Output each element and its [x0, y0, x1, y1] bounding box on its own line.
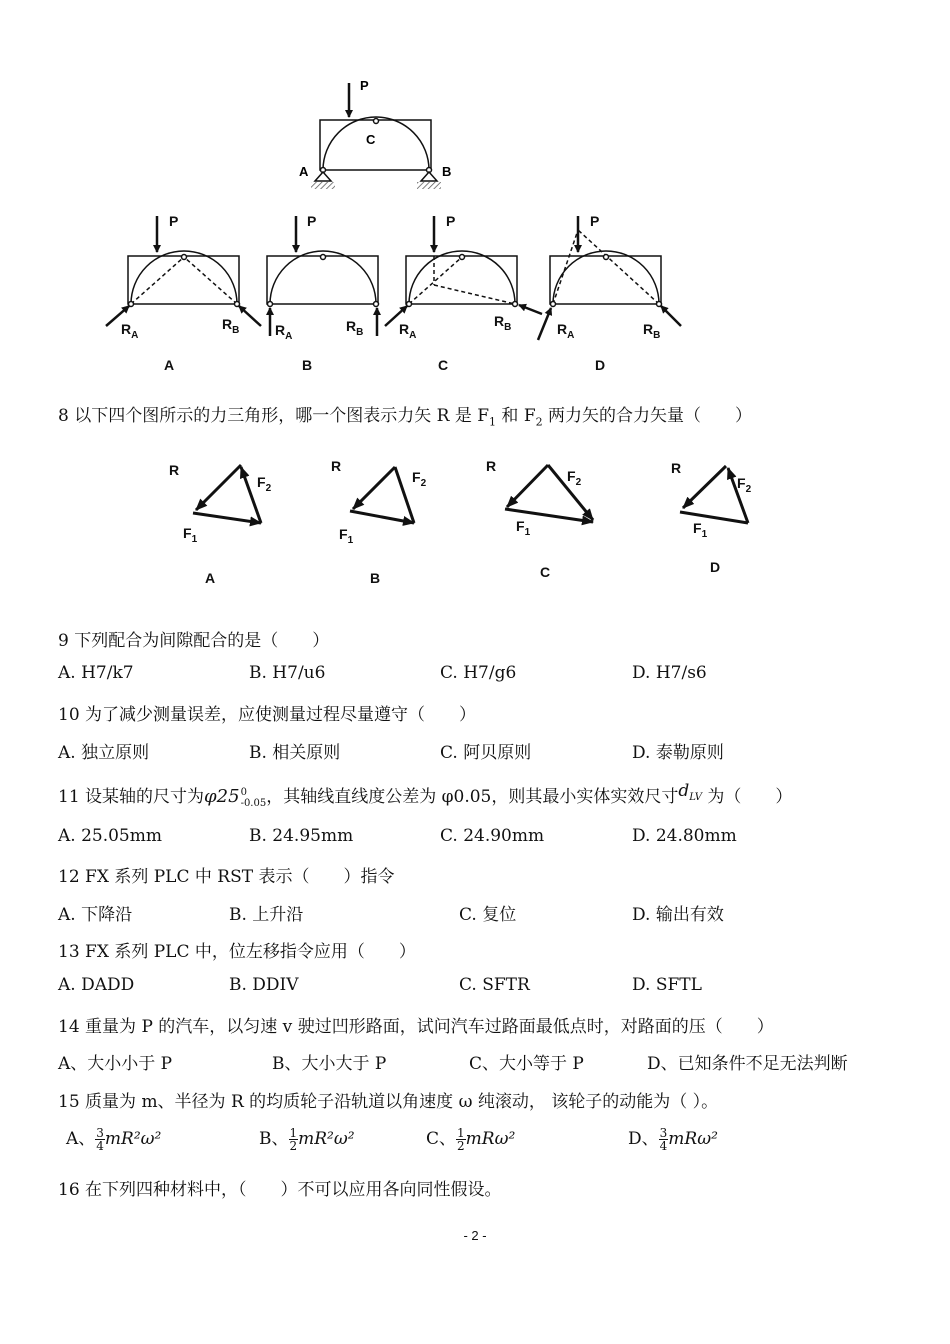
q9-option-d: D. H7/s6	[632, 663, 707, 683]
opt-b-ra: $R_A$	[275, 322, 293, 342]
opt-c-rb: $R_B$	[494, 313, 512, 333]
q9-option-c: C. H7/g6	[440, 663, 517, 683]
tri-d-f2: $F_2$	[737, 475, 752, 495]
tri-c-f1: $F_1$	[516, 518, 531, 538]
page-number: - 2 -	[463, 1228, 487, 1243]
opt-b-letter: B	[302, 357, 313, 373]
question-14: 14 重量为 P 的汽车，以匀速 v 驶过凹形路面，试问汽车过路面最低点时，对路面的压（ ）	[58, 1017, 774, 1037]
top-label-b: B	[442, 164, 452, 179]
tri-c-f2: $F_2$	[567, 468, 582, 488]
q15-option-a: A、 $\frac{3}{4}$ mR²ω²	[66, 1126, 162, 1153]
opt-c-letter: C	[438, 357, 449, 373]
opt-a-letter: A	[164, 357, 175, 373]
q9-option-b: B. H7/u6	[249, 663, 326, 683]
top-label-a: A	[299, 164, 309, 179]
q14-option-d: D、已知条件不足无法判断	[647, 1054, 848, 1074]
question-8: 8 以下四个图所示的力三角形，哪一个图表示力矢 R 是 $F_1$ 和 $F_2$ 两力矢的合力矢量（ ）	[58, 406, 753, 429]
q15-option-c: C、 $\frac{1}{2}$ mRω²	[426, 1126, 516, 1153]
q12-option-d: D. 输出有效	[632, 905, 724, 925]
arch-option-c	[385, 216, 542, 326]
question-10: 10 为了减少测量误差，应使测量过程尽量遵守（ ）	[58, 705, 477, 725]
q9-option-a: A. H7/k7	[58, 663, 134, 683]
tri-b-letter: B	[370, 570, 381, 586]
q11-option-b: B. 24.95mm	[249, 826, 354, 846]
tri-b-f1: $F_1$	[339, 526, 354, 546]
q15-option-d: D、 $\frac{3}{4}$ mRω²	[628, 1126, 718, 1153]
question-15: 15 质量为 m、半径为 R 的均质轮子沿轨道以角速度 ω 纯滚动， 该轮子的动能为（ ）。	[58, 1092, 719, 1112]
q12-option-c: C. 复位	[459, 905, 517, 925]
top-label-p: P	[360, 78, 369, 93]
question-13: 13 FX 系列 PLC 中，位左移指令应用（ ）	[58, 942, 416, 962]
q13-option-d: D. SFTL	[632, 975, 702, 995]
q10-option-b: B. 相关原则	[249, 743, 341, 763]
top-label-c: C	[366, 132, 376, 147]
tri-d-letter: D	[710, 559, 721, 575]
triangle-b	[350, 467, 414, 523]
force-triangles	[0, 440, 950, 590]
opt-d-letter: D	[595, 357, 606, 373]
q11-option-a: A. 25.05mm	[58, 826, 162, 846]
tri-b-r: R	[331, 458, 342, 474]
q14-option-a: A、大小小于 P	[58, 1054, 173, 1074]
opt-c-p: P	[446, 213, 456, 229]
q11-option-c: C. 24.90mm	[440, 826, 545, 846]
triangle-a	[193, 465, 261, 523]
opt-c-ra: $R_A$	[399, 321, 417, 341]
tri-c-letter: C	[540, 564, 551, 580]
question-12: 12 FX 系列 PLC 中 RST 表示（ ）指令	[58, 867, 395, 887]
tri-a-f1: $F_1$	[183, 525, 198, 545]
arch-figure	[0, 0, 950, 380]
question-16: 16 在下列四种材料中，（ ）不可以应用各向同性假设。	[58, 1180, 502, 1200]
q10-option-c: C. 阿贝原则	[440, 743, 532, 763]
opt-b-rb: $R_B$	[346, 318, 364, 338]
opt-d-p: P	[590, 213, 600, 229]
q14-option-c: C、大小等于 P	[469, 1054, 584, 1074]
opt-a-p: P	[169, 213, 179, 229]
arch-option-a	[106, 216, 261, 326]
q13-option-a: A. DADD	[58, 975, 135, 995]
opt-d-rb: $R_B$	[643, 321, 661, 341]
q15-option-b: B、 $\frac{1}{2}$ mR²ω²	[259, 1126, 355, 1153]
q12-option-b: B. 上升沿	[229, 905, 304, 925]
q13-option-b: B. DDIV	[229, 975, 299, 995]
question-11: 11 设某轴的尺寸为φ25 0 -0.05 ，其轴线直线度公差为 φ0.05，则其最小实体实效尺寸$d_{LV}$ 为（ ）	[58, 781, 793, 809]
top-arch	[311, 83, 441, 189]
opt-d-ra: $R_A$	[557, 321, 575, 341]
q14-option-b: B、大小大于 P	[272, 1054, 387, 1074]
q10-option-a: A. 独立原则	[58, 743, 150, 763]
tri-c-r: R	[486, 458, 497, 474]
question-9: 9 下列配合为间隙配合的是（ ）	[58, 631, 330, 651]
tri-a-r: R	[169, 462, 180, 478]
tri-d-r: R	[671, 460, 682, 476]
tri-b-f2: $F_2$	[412, 469, 427, 489]
tri-a-letter: A	[205, 570, 216, 586]
tri-a-f2: $F_2$	[257, 474, 272, 494]
opt-a-ra: $R_A$	[121, 321, 139, 341]
q13-option-c: C. SFTR	[459, 975, 530, 995]
q12-option-a: A. 下降沿	[58, 905, 133, 925]
opt-a-rb: $R_B$	[222, 316, 240, 336]
tri-d-f1: $F_1$	[693, 520, 708, 540]
opt-b-p: P	[307, 213, 317, 229]
q11-option-d: D. 24.80mm	[632, 826, 737, 846]
q10-option-d: D. 泰勒原则	[632, 743, 724, 763]
